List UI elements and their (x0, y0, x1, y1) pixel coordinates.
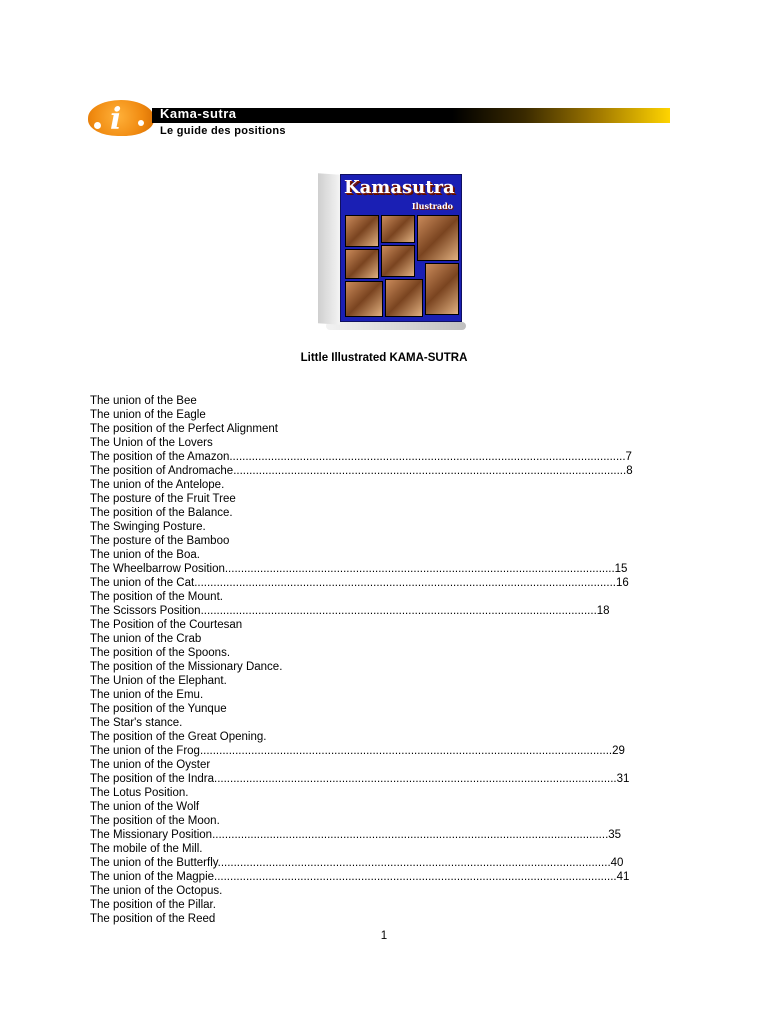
toc-entry: The union of the Emu. (90, 689, 204, 701)
page-number: 1 (380, 930, 388, 942)
book-front (340, 174, 462, 322)
banner-subtitle: Le guide des positions (160, 125, 286, 137)
toc-entry: The Lotus Position. (90, 787, 189, 799)
toc-entry: The position of the Reed (90, 913, 216, 925)
toc-entry: The Union of the Elephant. (90, 675, 227, 687)
toc-entry: The union of the Crab (90, 633, 202, 645)
toc-entry: The position of the Perfect Alignment (90, 423, 278, 435)
cover-photo (345, 281, 383, 317)
toc-entry: The union of the Oyster (90, 759, 211, 771)
logo-dot (138, 120, 144, 126)
toc-entry: The union of the Cat....................................................................................................................................16 (90, 577, 629, 589)
toc-entry: The union of the Wolf (90, 801, 200, 813)
toc-entry: The Scissors Position............................................................................................................................18 (90, 605, 610, 617)
banner-title: Kama-sutra (160, 106, 237, 121)
logo-glyph: i (110, 102, 122, 137)
toc-entry: The union of the Magpie..............................................................................................................................41 (90, 871, 630, 883)
toc-entry: The posture of the Fruit Tree (90, 493, 236, 505)
book-shadow (326, 322, 466, 330)
cover-photo (425, 263, 459, 315)
toc-entry: The position of the Indra..............................................................................................................................31 (90, 773, 630, 785)
toc-entry: The union of the Antelope. (90, 479, 225, 491)
toc-entry: The union of the Butterfly...........................................................................................................................40 (90, 857, 624, 869)
cover-photo (385, 279, 423, 317)
orange-blob-logo-icon (88, 100, 154, 136)
book-subtitle: Ilustrado (411, 201, 453, 211)
header-banner (88, 96, 670, 142)
toc-entry: The position of the Pillar. (90, 899, 216, 911)
toc-entry: The position of the Amazon............................................................................................................................7 (90, 451, 632, 463)
book-cover-image (318, 170, 466, 330)
cover-photo (345, 249, 379, 279)
toc-entry: The position of the Spoons. (90, 647, 231, 659)
logo-dot (94, 122, 101, 129)
toc-entry: The Swinging Posture. (90, 521, 206, 533)
document-title: Little Illustrated KAMA-SUTRA (300, 352, 468, 364)
cover-photo (345, 215, 379, 247)
cover-photo (381, 245, 415, 277)
toc-entry: The union of the Frog.................................................................................................................................29 (90, 745, 625, 757)
toc-entry: The Wheelbarrow Position..........................................................................................................................15 (90, 563, 628, 575)
toc-entry: The union of the Octopus. (90, 885, 223, 897)
toc-entry: The mobile of the Mill. (90, 843, 203, 855)
toc-entry: The posture of the Bamboo (90, 535, 230, 547)
toc-entry: The position of the Moon. (90, 815, 220, 827)
toc-entry: The Star's stance. (90, 717, 183, 729)
toc-entry: The position of the Mount. (90, 591, 223, 603)
table-of-contents (90, 394, 710, 926)
toc-entry: The position of the Great Opening. (90, 731, 267, 743)
toc-entry: The position of the Missionary Dance. (90, 661, 283, 673)
cover-photo (417, 215, 459, 261)
toc-entry: The position of the Yunque (90, 703, 227, 715)
toc-entry: The Union of the Lovers (90, 437, 213, 449)
toc-entry: The union of the Eagle (90, 409, 206, 421)
book-spine (318, 173, 340, 325)
toc-entry: The union of the Bee (90, 395, 197, 407)
toc-entry: The Position of the Courtesan (90, 619, 243, 631)
book-title: Kamasutra (344, 177, 455, 198)
toc-entry: The position of the Balance. (90, 507, 233, 519)
toc-entry: The Missionary Position............................................................................................................................35 (90, 829, 622, 841)
toc-entry: The union of the Boa. (90, 549, 200, 561)
toc-entry: The position of Andromache...........................................................................................................................8 (90, 465, 633, 477)
cover-photo (381, 215, 415, 243)
